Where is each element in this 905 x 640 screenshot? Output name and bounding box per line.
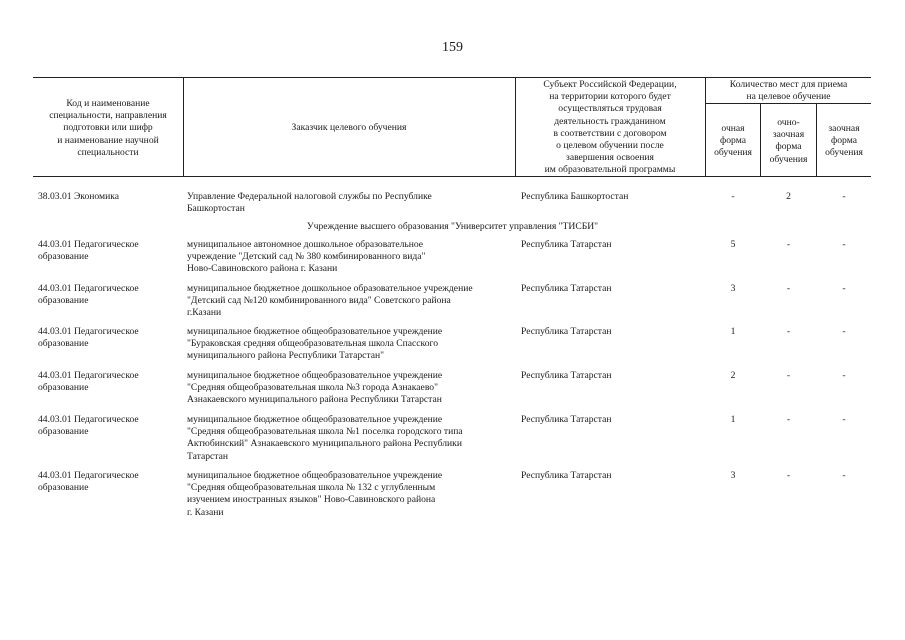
section-title: Учреждение высшего образования "Университет управления "ТИСБИ" xyxy=(306,221,599,232)
table-header-bottom-rule xyxy=(33,176,871,177)
section-row-customer: муниципальное бюджетное дошкольное образовательное учреждение "Детский сад №120 комбинированного вида" Советского района г.Казани xyxy=(187,283,473,319)
section-row-part-time: - xyxy=(786,370,791,381)
section-row-part-time: - xyxy=(786,326,791,337)
section-row-part-time: - xyxy=(786,470,791,481)
section-row-subject: Республика Татарстан xyxy=(521,239,612,250)
section-row-subject: Республика Татарстан xyxy=(521,326,612,337)
section-row-full-time: 1 xyxy=(730,326,736,337)
section-row-full-time: 5 xyxy=(730,239,736,250)
section-row-code: 44.03.01 Педагогическое образование xyxy=(38,283,139,307)
page-number: 159 xyxy=(442,40,463,55)
header-customer: Заказчик целевого обучения xyxy=(291,122,407,133)
row-customer: Управление Федеральной налоговой службы по Республике Башкортостан xyxy=(187,191,432,215)
section-row-code: 44.03.01 Педагогическое образование xyxy=(38,470,139,494)
section-row-full-time: 3 xyxy=(730,470,736,481)
header-part-time: очно- заочная форма обучения xyxy=(769,117,808,165)
section-row-full-time: 1 xyxy=(730,414,736,425)
row-full-time: - xyxy=(731,191,735,202)
section-row-full-time: 3 xyxy=(730,283,736,294)
section-row-customer: муниципальное бюджетное общеобразовательное учреждение "Средняя общеобразовательная школа № 132 с углубленным изучением иностранных языков" Ново-Савиновского района г. Казани xyxy=(187,470,443,518)
table-top-rule xyxy=(33,77,871,78)
section-row-code: 44.03.01 Педагогическое образование xyxy=(38,370,139,394)
section-row-extramural: - xyxy=(842,370,846,381)
section-row-extramural: - xyxy=(842,239,846,250)
section-row-subject: Республика Татарстан xyxy=(521,370,612,381)
section-row-subject: Республика Татарстан xyxy=(521,283,612,294)
section-row-customer: муниципальное автономное дошкольное образовательное учреждение "Детский сад № 380 комбинированного вида" Ново-Савиновского района г. Казани xyxy=(187,239,426,275)
header-full-time: очная форма обучения xyxy=(714,123,752,159)
row-code: 38.03.01 Экономика xyxy=(38,191,120,202)
section-row-part-time: - xyxy=(786,239,791,250)
header-places: Количество мест для приема на целевое обучение xyxy=(729,79,848,103)
section-row-subject: Республика Татарстан xyxy=(521,470,612,481)
header-extramural: заочная форма обучения xyxy=(825,123,863,159)
section-row-extramural: - xyxy=(842,470,846,481)
section-row-extramural: - xyxy=(842,283,846,294)
section-row-part-time: - xyxy=(786,283,791,294)
section-row-subject: Республика Татарстан xyxy=(521,414,612,425)
section-row-part-time: - xyxy=(786,414,791,425)
row-part-time: 2 xyxy=(786,191,791,202)
row-subject: Республика Башкортостан xyxy=(521,191,629,202)
section-row-code: 44.03.01 Педагогическое образование xyxy=(38,414,139,438)
header-code: Код и наименование специальности, направления подготовки или шифр и наименование научной специальности xyxy=(49,98,167,158)
header-subject: Субъект Российской Федерации, на территории которого будет осуществляться трудовая деятельность гражданином в соответствии с договором о целевом обучении после завершения освоения им образовательной программы xyxy=(543,79,677,176)
row-extramural: - xyxy=(842,191,846,202)
section-row-code: 44.03.01 Педагогическое образование xyxy=(38,326,139,350)
section-row-extramural: - xyxy=(842,326,846,337)
section-row-code: 44.03.01 Педагогическое образование xyxy=(38,239,139,263)
section-row-full-time: 2 xyxy=(730,370,736,381)
section-row-customer: муниципальное бюджетное общеобразовательное учреждение "Средняя общеобразовательная школа №1 поселка городского типа Актюбинский" Азнакаевского муниципального района Республики Татарстан xyxy=(187,414,463,462)
section-row-customer: муниципальное бюджетное общеобразовательное учреждение "Бураковская средняя общеобразовательная школа Спасского муниципального района Республики Татарстан" xyxy=(187,326,443,362)
section-row-customer: муниципальное бюджетное общеобразовательное учреждение "Средняя общеобразовательная школа №3 города Азнакаево" Азнакаевского муниципального района Республики Татарстан xyxy=(187,370,443,406)
section-row-extramural: - xyxy=(842,414,846,425)
